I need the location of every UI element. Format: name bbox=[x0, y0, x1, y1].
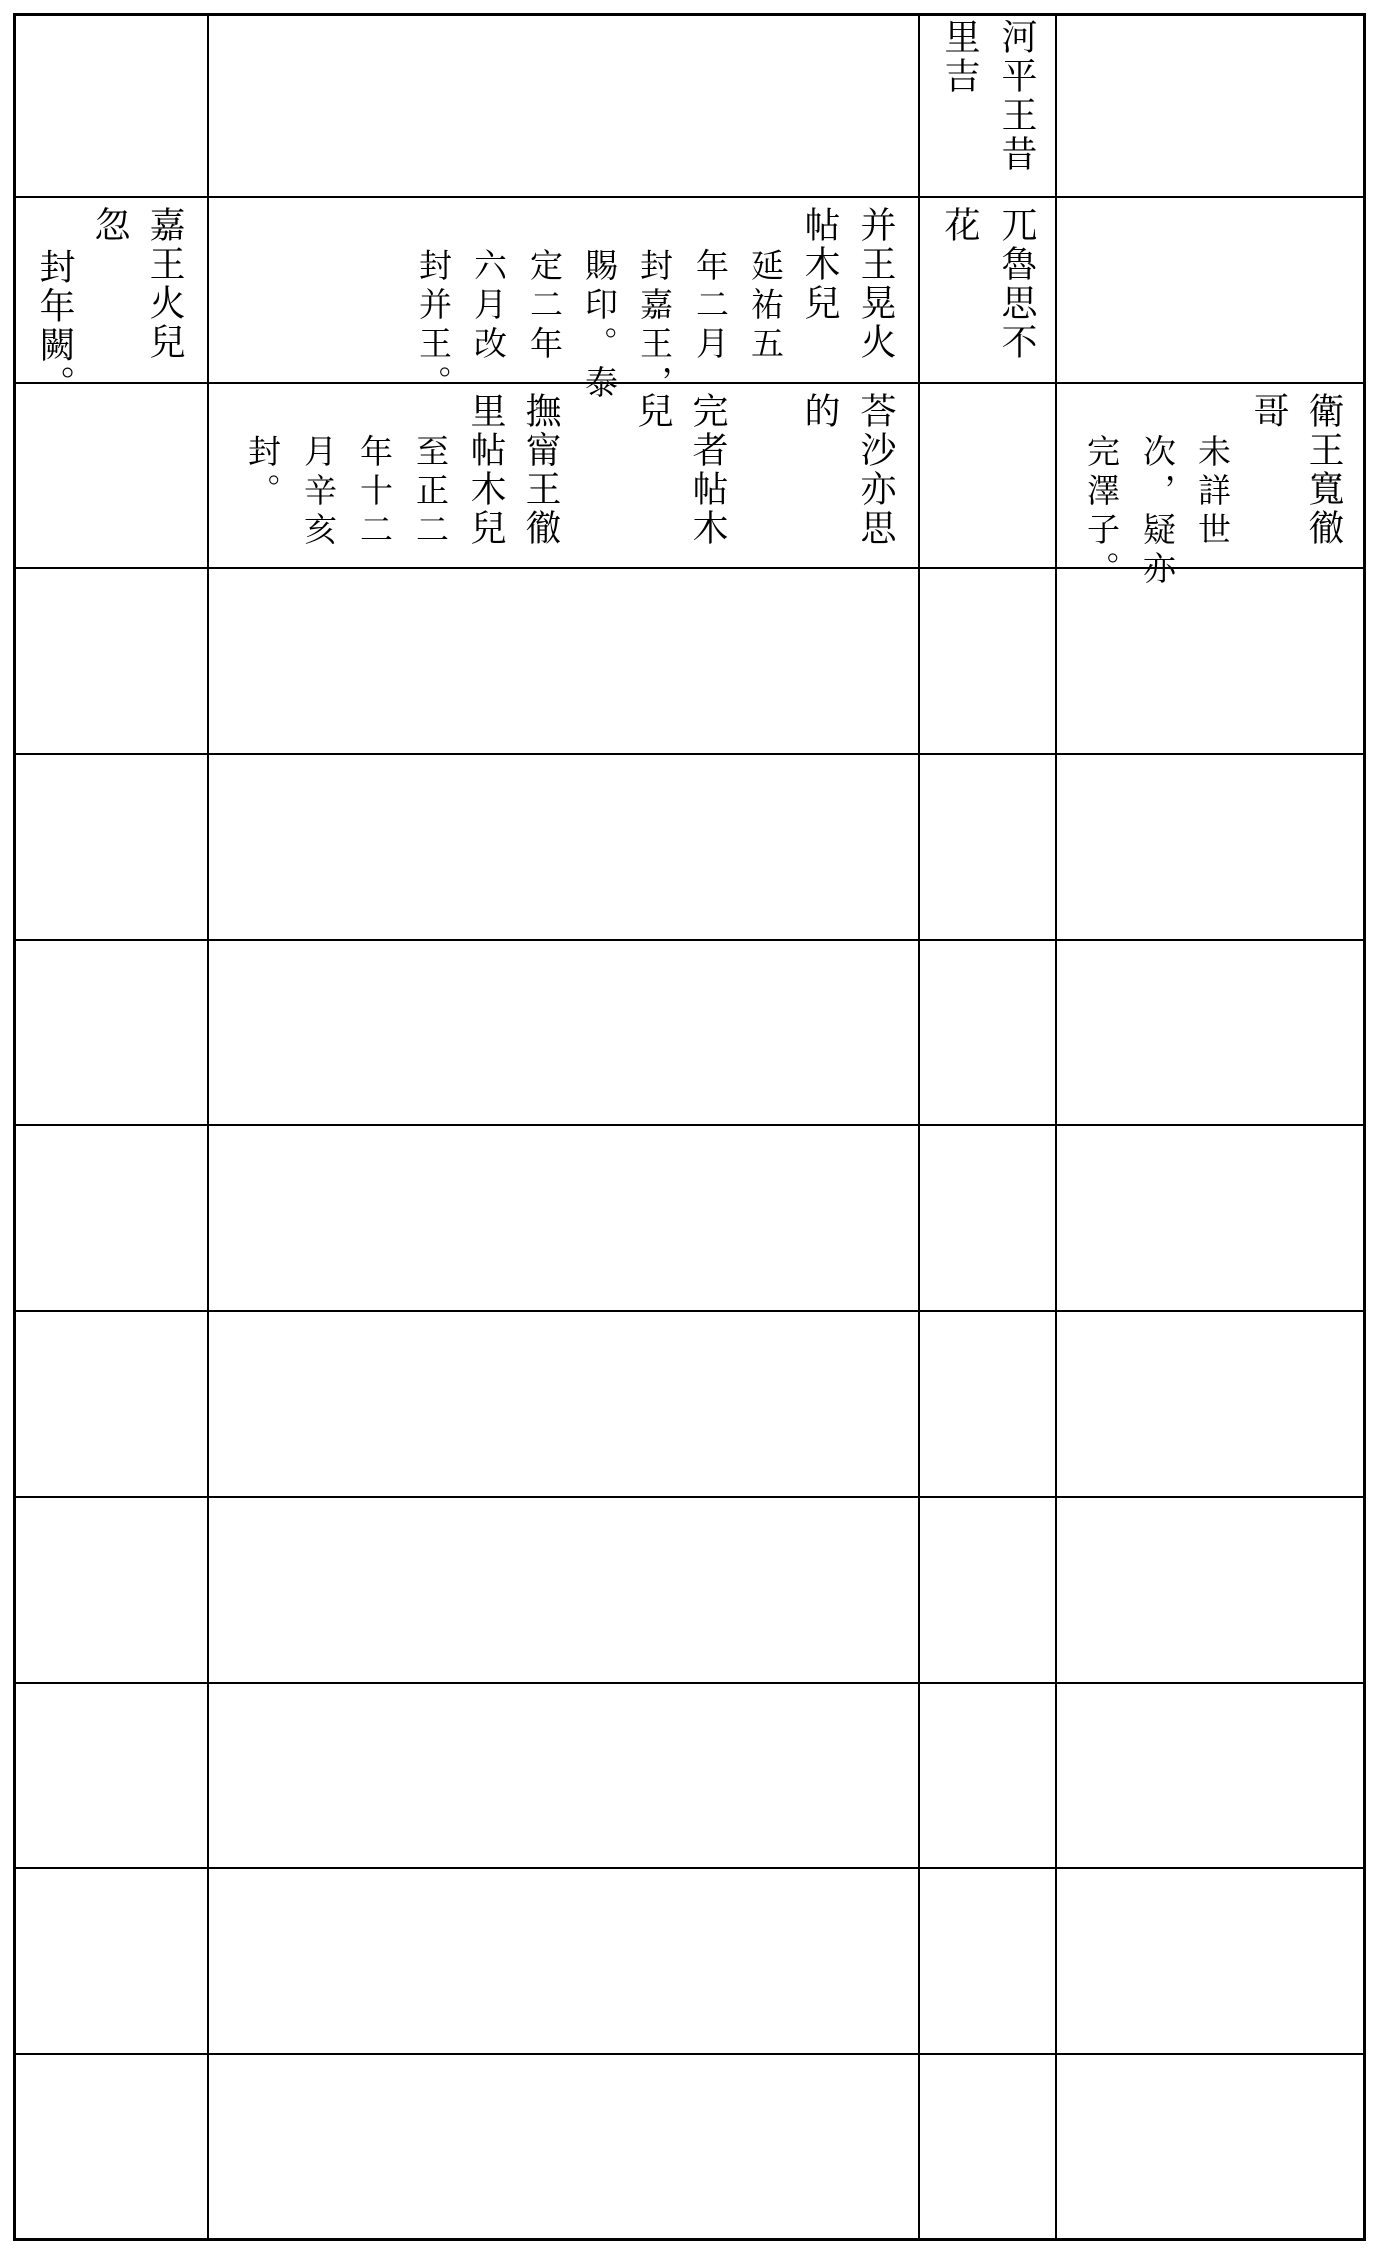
text-column: 忽 bbox=[89, 206, 130, 245]
text-column: 月辛亥 bbox=[299, 434, 338, 551]
row-divider bbox=[13, 753, 1366, 755]
text-column: 荅沙亦思 bbox=[855, 392, 896, 548]
row2-col3-cell bbox=[920, 198, 1055, 382]
text-column: 并王晃火 bbox=[855, 206, 896, 362]
row-divider bbox=[13, 1496, 1366, 1498]
frame-top bbox=[13, 13, 1366, 16]
text-column: 年二月 bbox=[691, 248, 730, 365]
text-column: 完者帖木 bbox=[687, 392, 728, 548]
frame-bottom bbox=[13, 2238, 1366, 2241]
text-column: 里吉 bbox=[939, 18, 980, 96]
row-divider bbox=[13, 1124, 1366, 1126]
text-column: 河平王昔 bbox=[996, 18, 1037, 174]
text-column: 完澤子。 bbox=[1082, 434, 1121, 590]
text-column: 撫甯王徹 bbox=[520, 392, 561, 548]
row-divider bbox=[13, 1310, 1366, 1312]
text-column: 嘉王火兒 bbox=[144, 206, 185, 362]
row2-col2-cell bbox=[209, 198, 918, 404]
row-divider bbox=[13, 1867, 1366, 1869]
text-column: 延祐五 bbox=[746, 248, 785, 365]
text-column: 衛王寬徹 bbox=[1303, 392, 1344, 548]
col-divider-3 bbox=[1055, 13, 1057, 2241]
row2-col1-cell bbox=[16, 198, 207, 404]
frame-right bbox=[1363, 13, 1366, 2241]
text-column: 花 bbox=[939, 206, 980, 245]
text-column: 封年闕。 bbox=[34, 248, 75, 404]
row-divider bbox=[13, 1682, 1366, 1684]
text-column: 封并王。 bbox=[414, 248, 453, 404]
row-divider bbox=[13, 2053, 1366, 2055]
row3-col2-cell bbox=[209, 384, 918, 567]
text-column: 賜印。泰 bbox=[580, 248, 619, 404]
text-column: 哥 bbox=[1248, 392, 1289, 431]
row1-col3-cell bbox=[920, 16, 1055, 196]
row3-col4-cell bbox=[1057, 384, 1363, 590]
text-column: 年十二 bbox=[355, 434, 394, 551]
row-divider bbox=[13, 939, 1366, 941]
text-column: 封。 bbox=[243, 434, 282, 512]
text-column: 封嘉王， bbox=[635, 248, 674, 404]
text-column: 兀魯思不 bbox=[996, 206, 1037, 362]
text-column: 帖木兒 bbox=[799, 206, 840, 323]
text-column: 未詳世 bbox=[1193, 434, 1232, 551]
text-column: 至正二 bbox=[411, 434, 450, 551]
text-column: 的 bbox=[799, 392, 840, 431]
text-column: 次，疑亦 bbox=[1138, 434, 1177, 590]
text-column: 六月改 bbox=[469, 248, 508, 365]
text-column: 兒 bbox=[632, 392, 673, 431]
text-column: 里帖木兒 bbox=[465, 392, 506, 548]
text-column: 定二年 bbox=[525, 248, 564, 365]
